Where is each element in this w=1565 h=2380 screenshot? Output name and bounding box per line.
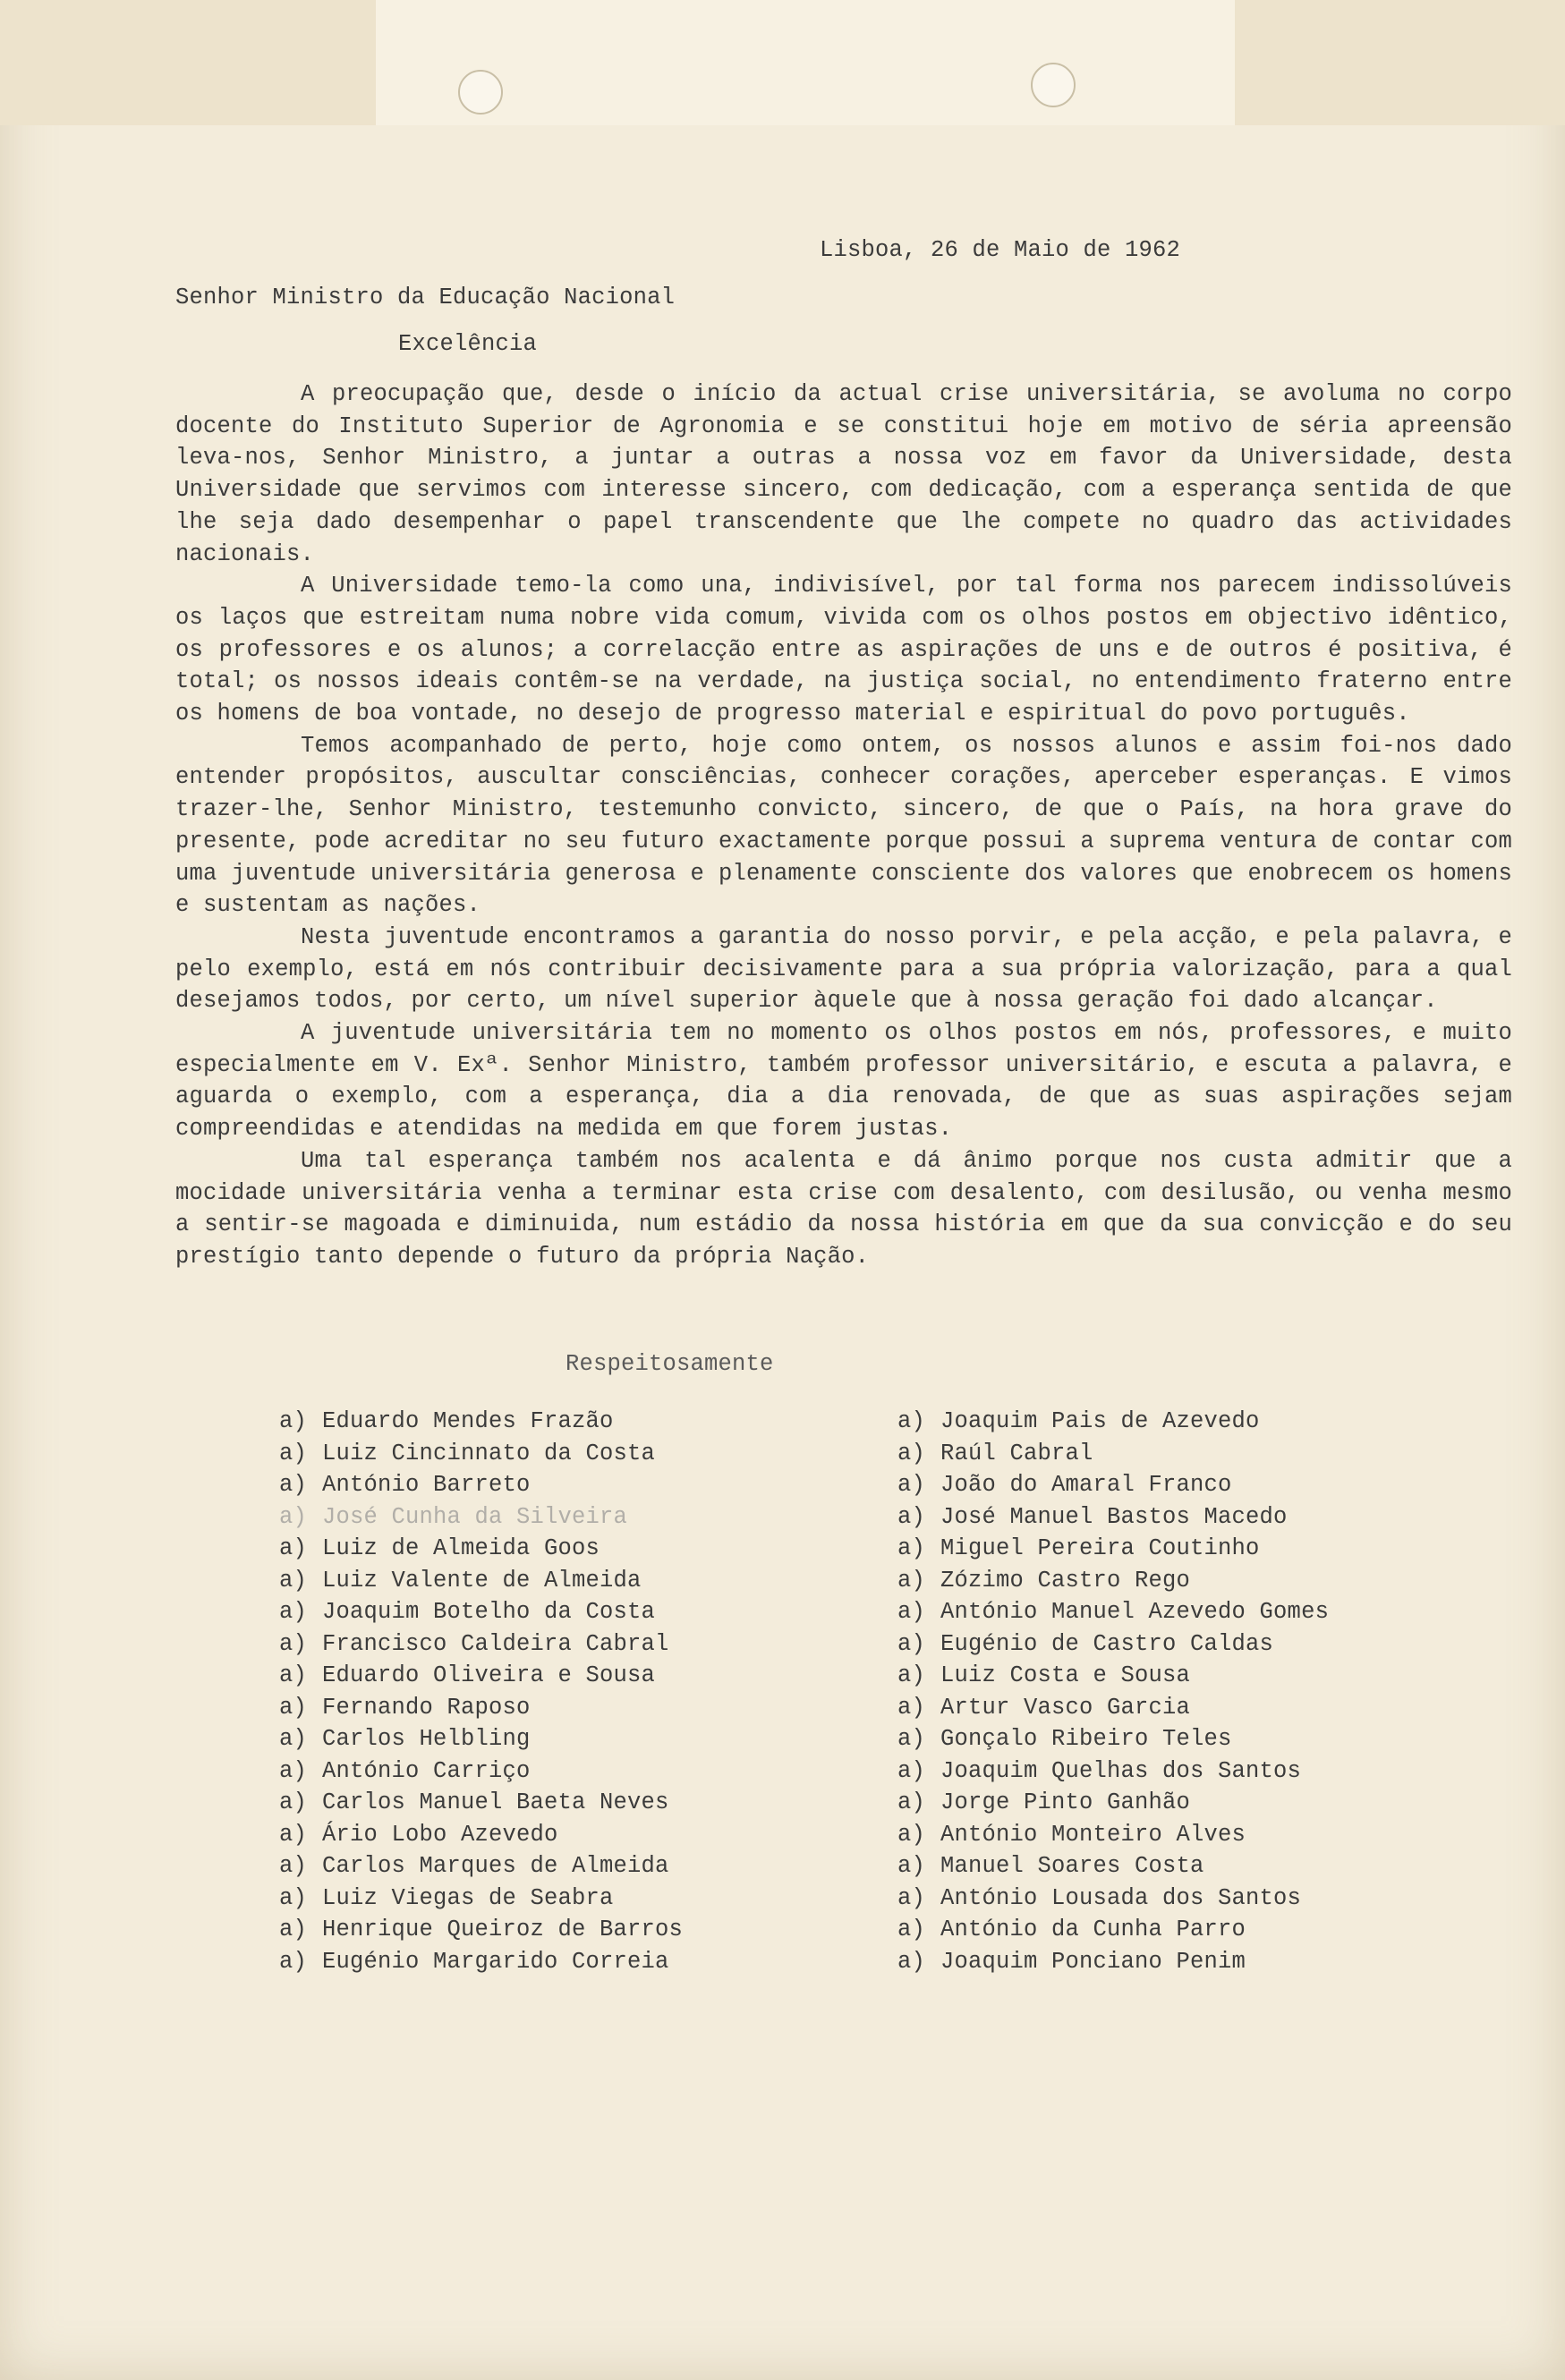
signature-prefix: a) — [897, 1472, 926, 1498]
signatory-line — [279, 1692, 683, 1724]
signatory-name: Miguel Pereira Coutinho — [940, 1535, 1260, 1561]
signatory-name: Carlos Manuel Baeta Neves — [322, 1789, 669, 1815]
signatory-name: Manuel Soares Costa — [940, 1853, 1204, 1879]
signatory-line — [897, 1565, 1329, 1597]
signatory-name: António Manuel Azevedo Gomes — [940, 1599, 1330, 1625]
signatory-line — [897, 1406, 1329, 1438]
signatory-line — [279, 1406, 683, 1438]
signatory-line — [897, 1692, 1329, 1724]
closing: Respeitosamente — [566, 1351, 774, 1377]
signature-prefix: a) — [279, 1853, 308, 1879]
signature-prefix: a) — [897, 1853, 926, 1879]
signature-prefix: a) — [897, 1630, 926, 1657]
signatory-line — [279, 1914, 683, 1946]
paragraph-5: A juventude universitária tem no momento os olhos postos em nós, professores, e muito especialmente em V. Exª. Senhor Ministro, também professor universitário, e escuta a palavra, e aguarda o exemplo, com a esperança, dia a dia renovada, de que as suas aspirações sejam compreendidas e atendidas na medida em que forem justas. — [175, 1020, 1512, 1143]
signatory-line — [279, 1946, 683, 1978]
signature-prefix: a) — [279, 1630, 308, 1657]
signatories-right-column — [897, 1406, 1329, 1977]
paragraph-1: A preocupação que, desde o início da actual crise universitária, se avoluma no corpo docente do Instituto Superior de Agronomia e se constitui hoje em motivo de séria apreensão leva-nos, Senhor Ministro, a juntar a outras a nossa voz em favor da Universidade, desta Universidade que servimos com interesse sincero, com dedicação, com a esperança sentida de que lhe seja dado desempenhar o papel transcendente que lhe compete no quadro das actividades nacionais. — [175, 381, 1512, 567]
signature-prefix: a) — [897, 1917, 926, 1942]
signature-prefix: a) — [279, 1535, 308, 1561]
paragraph-6: Uma tal esperança também nos acalenta e dá ânimo porque nos custa admitir que a mocidade universitária venha a terminar esta crise com desalento, com desilusão, ou venha mesmo a sentir-se magoada e diminuida, num estádio da nossa história em que da sua convicção e do seu prestígio tanto depende o futuro da própria Nação. — [175, 1147, 1512, 1270]
punch-hole-right — [1031, 63, 1076, 107]
signatory-line — [279, 1628, 683, 1661]
signature-prefix: a) — [279, 1567, 308, 1594]
signatory-name: Joaquim Botelho da Costa — [322, 1599, 656, 1625]
signatory-name: António Lousada dos Santos — [940, 1884, 1302, 1911]
signatory-name: Raúl Cabral — [940, 1440, 1093, 1466]
salutation: Excelência — [398, 331, 538, 357]
signatory-line — [279, 1787, 683, 1819]
signatory-line — [279, 1565, 683, 1597]
signature-prefix: a) — [897, 1948, 926, 1975]
signatory-name: Eduardo Oliveira e Sousa — [322, 1662, 656, 1688]
signature-prefix: a) — [279, 1884, 308, 1911]
signatory-name: Gonçalo Ribeiro Teles — [940, 1726, 1232, 1752]
signature-prefix: a) — [279, 1948, 308, 1975]
signatory-line — [897, 1660, 1329, 1692]
signatory-name: Ário Lobo Azevedo — [322, 1821, 558, 1848]
signature-prefix: a) — [279, 1821, 308, 1848]
signatory-line — [279, 1883, 683, 1915]
signatory-line — [279, 1533, 683, 1565]
signatory-line — [897, 1787, 1329, 1819]
signature-prefix: a) — [897, 1440, 926, 1466]
signatory-line — [279, 1438, 683, 1470]
signature-prefix: a) — [279, 1789, 308, 1815]
signatories-left-column — [279, 1406, 683, 1977]
signatory-line — [897, 1755, 1329, 1788]
signature-prefix: a) — [897, 1567, 926, 1594]
signatory-name: Eugénio Margarido Correia — [322, 1948, 669, 1975]
signatory-name: Luiz Cincinnato da Costa — [322, 1440, 656, 1466]
paragraph-2: A Universidade temo-la como una, indivisível, por tal forma nos parecem indissolúveis os laços que estreitam numa nobre vida comum, vivida com os olhos postos em objectivo idêntico, os professores e os alunos; a correlacção entre as aspirações de uns e de outros é positiva, é total; os nossos ideais contêm-se na verdade, na justiça social, no entendimento fraterno entre os homens de boa vontade, no desejo de progresso material e espiritual do povo português. — [175, 573, 1512, 727]
signatory-name: Francisco Caldeira Cabral — [322, 1630, 669, 1657]
signatory-name: José Manuel Bastos Macedo — [940, 1503, 1288, 1530]
signatory-line — [897, 1819, 1329, 1851]
signatory-line — [897, 1469, 1329, 1501]
signatory-name: Zózimo Castro Rego — [940, 1567, 1191, 1594]
signatory-name: João do Amaral Franco — [940, 1472, 1232, 1498]
signature-prefix: a) — [897, 1599, 926, 1625]
signatory-line — [897, 1628, 1329, 1661]
signature-prefix: a) — [897, 1662, 926, 1688]
signatory-name: Eugénio de Castro Caldas — [940, 1630, 1274, 1657]
signature-prefix: a) — [279, 1662, 308, 1688]
signatory-name: Luiz Viegas de Seabra — [322, 1884, 614, 1911]
signatory-name: Henrique Queiroz de Barros — [322, 1917, 684, 1942]
signatory-line — [279, 1469, 683, 1501]
signatory-name: Luiz Valente de Almeida — [322, 1567, 642, 1594]
signatory-name: António da Cunha Parro — [940, 1917, 1246, 1942]
signatory-line — [897, 1914, 1329, 1946]
signatory-line — [279, 1850, 683, 1883]
signature-prefix: a) — [897, 1757, 926, 1784]
signature-prefix: a) — [897, 1503, 926, 1530]
signature-prefix: a) — [279, 1917, 308, 1942]
signatory-line — [897, 1533, 1329, 1565]
signatory-line — [897, 1723, 1329, 1755]
signatory-name: Eduardo Mendes Frazão — [322, 1408, 614, 1434]
signature-prefix: a) — [279, 1440, 308, 1466]
signatory-name: António Carriço — [322, 1757, 531, 1784]
signature-prefix: a) — [897, 1408, 926, 1434]
signature-prefix: a) — [897, 1821, 926, 1848]
signature-prefix: a) — [897, 1694, 926, 1721]
signatory-line — [279, 1723, 683, 1755]
paragraph-3: Temos acompanhado de perto, hoje como ontem, os nossos alunos e assim foi-nos dado entender propósitos, auscultar consciências, conhecer corações, aperceber esperanças. E vimos trazer-lhe, Senhor Ministro, testemunho convicto, sincero, de que o País, na hora grave do presente, pode acreditar no seu futuro exactamente porque possui a suprema ventura de contar com uma juventude universitária generosa e plenamente consciente dos valores que enobrecem os homens e sustentam as nações. — [175, 732, 1512, 919]
signature-prefix: a) — [279, 1408, 308, 1434]
date-line: Lisboa, 26 de Maio de 1962 — [820, 237, 1181, 263]
signatory-name: Artur Vasco Garcia — [940, 1694, 1191, 1721]
top-paper-strip — [376, 0, 1235, 125]
signatory-line — [897, 1883, 1329, 1915]
signatory-line — [897, 1946, 1329, 1978]
signatory-line — [279, 1660, 683, 1692]
signatory-name: António Barreto — [322, 1472, 531, 1498]
signatory-name: Luiz de Almeida Goos — [322, 1535, 600, 1561]
signatory-line — [279, 1755, 683, 1788]
signatory-name: Joaquim Pais de Azevedo — [940, 1408, 1260, 1434]
signatory-name: Joaquim Quelhas dos Santos — [940, 1757, 1302, 1784]
letter-body — [175, 378, 1512, 1273]
signatory-line — [897, 1501, 1329, 1534]
signatory-name: Carlos Helbling — [322, 1726, 531, 1752]
signatory-name: Luiz Costa e Sousa — [940, 1662, 1191, 1688]
signatory-name: José Cunha da Silveira — [322, 1503, 628, 1530]
addressee: Senhor Ministro da Educação Nacional — [175, 285, 676, 310]
signature-prefix: a) — [279, 1726, 308, 1752]
signature-prefix: a) — [897, 1789, 926, 1815]
signature-prefix: a) — [897, 1884, 926, 1911]
signatory-line — [279, 1596, 683, 1628]
signatory-line — [279, 1819, 683, 1851]
signatory-name: Carlos Marques de Almeida — [322, 1853, 669, 1879]
punch-hole-left — [458, 70, 503, 115]
signatory-line — [897, 1850, 1329, 1883]
paragraph-4: Nesta juventude encontramos a garantia do nosso porvir, e pela acção, e pela palavra, e pelo exemplo, está em nós contribuir decisivamente para a sua própria valorização, para a qual desejamos todos, por certo, um nível superior àquele que à nossa geração foi dado alcançar. — [175, 923, 1512, 1015]
signatory-line — [897, 1596, 1329, 1628]
signature-prefix: a) — [897, 1535, 926, 1561]
signature-prefix: a) — [279, 1472, 308, 1498]
signatory-name: António Monteiro Alves — [940, 1821, 1246, 1848]
signatory-name: Joaquim Ponciano Penim — [940, 1948, 1246, 1975]
signatory-name: Fernando Raposo — [322, 1694, 531, 1721]
signature-prefix: a) — [279, 1694, 308, 1721]
signatory-name: Jorge Pinto Ganhão — [940, 1789, 1191, 1815]
signature-prefix: a) — [279, 1757, 308, 1784]
signatory-line — [897, 1438, 1329, 1470]
signature-prefix: a) — [279, 1503, 308, 1530]
signatory-line — [279, 1501, 683, 1534]
signature-prefix: a) — [279, 1599, 308, 1625]
signature-prefix: a) — [897, 1726, 926, 1752]
